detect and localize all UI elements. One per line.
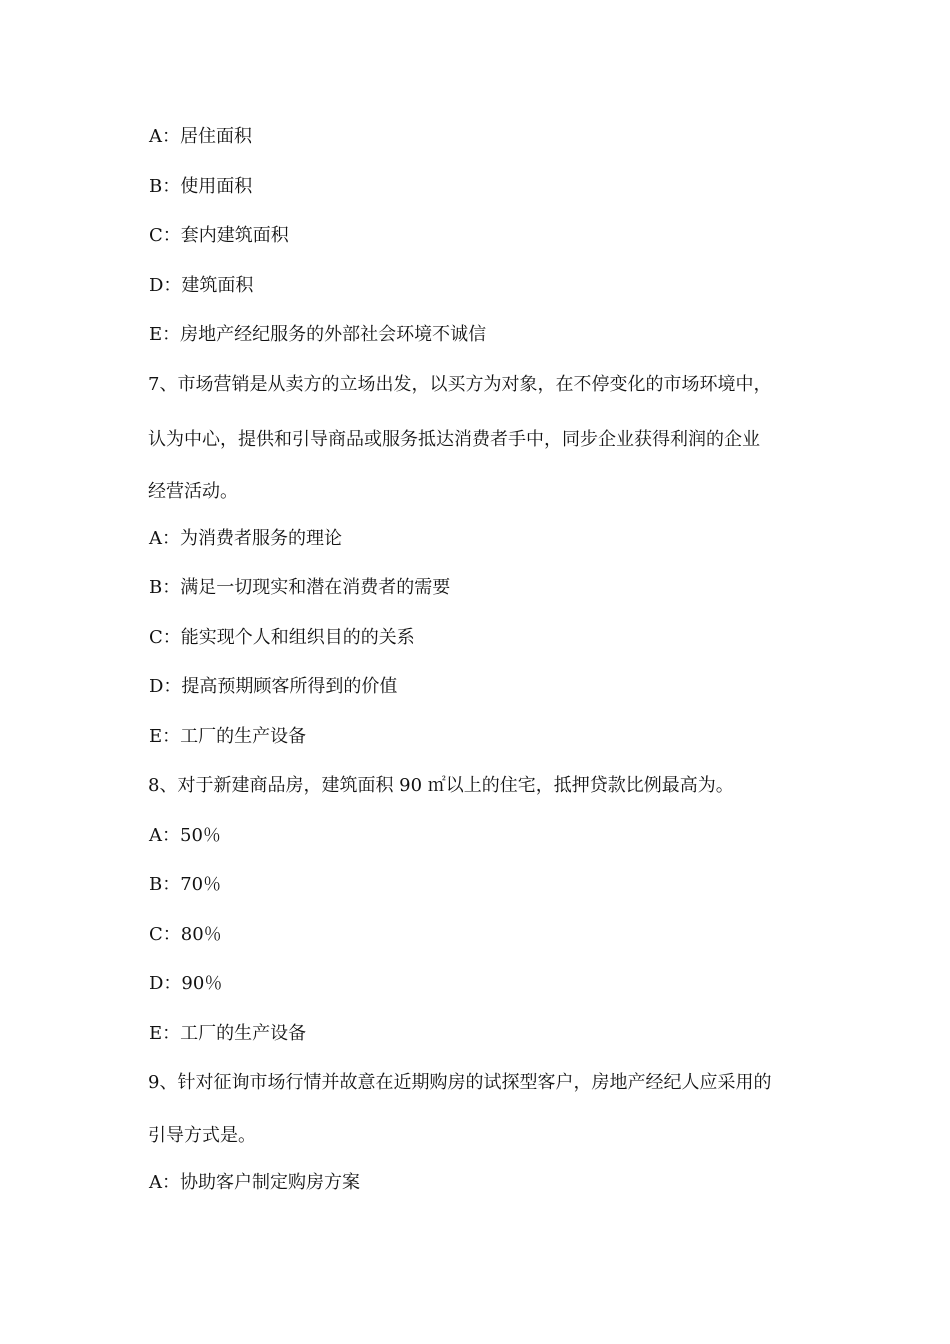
question-8-line-1: 8、对于新建商品房，建筑面积 90 ㎡以上的住宅，抵押贷款比例最高为。: [148, 775, 734, 796]
option-b-line: B：使用面积: [149, 176, 253, 197]
option-a-line: A：协助客户制定购房方案: [149, 1172, 360, 1193]
question-7-line-1: 7、市场营销是从卖方的立场出发，以买方为对象，在不停变化的市场环境中，: [148, 374, 772, 395]
option-a-line: A：为消费者服务的理论: [149, 528, 342, 549]
option-e-line: E：工厂的生产设备: [149, 726, 307, 747]
option-e-line: E：房地产经纪服务的外部社会环境不诚信: [149, 324, 487, 345]
option-a-line: A：50％: [149, 825, 221, 846]
option-d-line: D：90％: [149, 973, 223, 994]
option-c-line: C：套内建筑面积: [149, 225, 289, 246]
question-7-line-2: 认为中心，提供和引导商品或服务抵达消费者手中，同步企业获得利润的企业: [148, 429, 760, 450]
option-d-line: D：建筑面积: [149, 275, 254, 296]
option-d-line: D：提高预期顾客所得到的价值: [149, 676, 398, 697]
option-c-line: C：能实现个人和组织目的的关系: [149, 627, 415, 648]
option-b-line: B：满足一切现实和潜在消费者的需要: [149, 577, 451, 598]
question-9-line-1: 9、针对征询市场行情并故意在近期购房的试探型客户，房地产经纪人应采用的: [148, 1072, 772, 1093]
option-b-line: B：70％: [149, 874, 222, 895]
question-9-line-2: 引导方式是。: [148, 1125, 256, 1146]
option-a-line: A：居住面积: [149, 126, 252, 147]
question-7-line-3: 经营活动。: [148, 481, 238, 502]
option-e-line: E：工厂的生产设备: [149, 1023, 307, 1044]
option-c-line: C：80％: [149, 924, 222, 945]
